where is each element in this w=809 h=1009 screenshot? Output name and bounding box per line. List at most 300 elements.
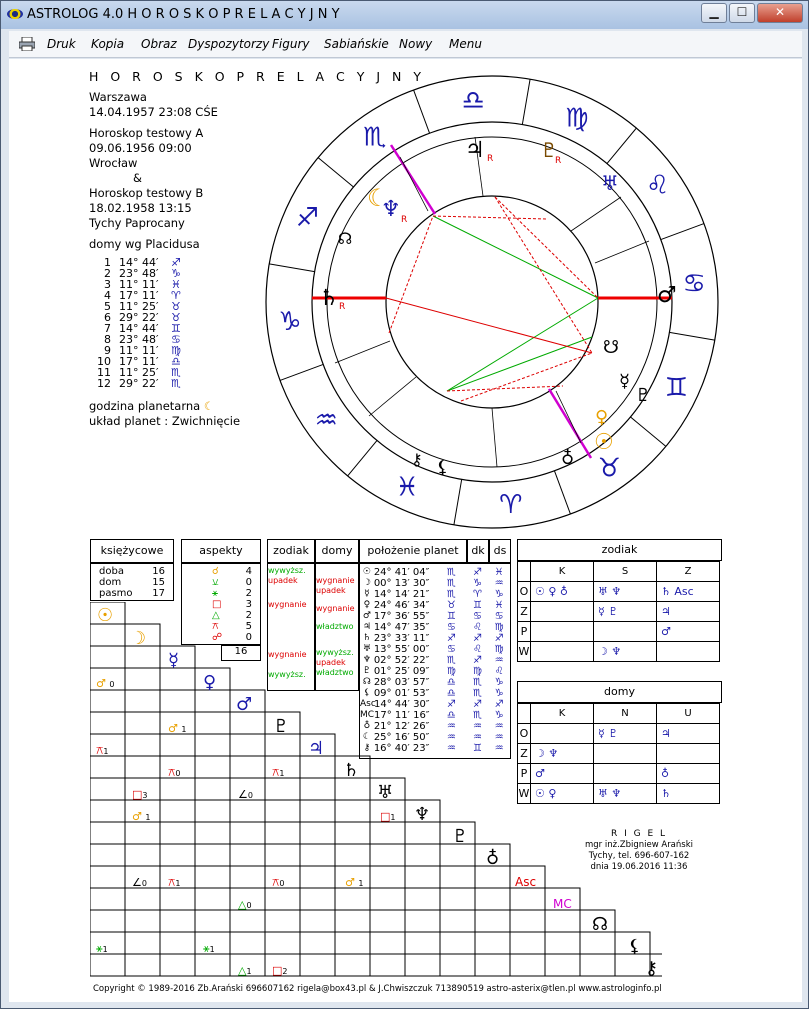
aspect-grid-cell: [125, 668, 160, 690]
dk-header: [467, 539, 489, 563]
aspect-grid-cell: [230, 910, 265, 932]
planet-symbol: ♃: [362, 622, 371, 632]
semisquare-mark: ∠0: [132, 876, 147, 889]
planet-dk: ♐: [472, 567, 482, 578]
uranus-icon: ♅: [377, 782, 394, 803]
zodiac-sign-icon: ♐: [295, 203, 320, 234]
aspect-grid-cell: [510, 932, 545, 954]
aspects-box-header: [181, 539, 261, 563]
aspect-grid-cell: [125, 888, 160, 910]
datetime: 14.04.1957 23:08 CŚE: [89, 105, 218, 119]
node-icon: ☊: [338, 229, 353, 248]
aspect-grid-cell: [230, 932, 265, 954]
house-number: 5: [104, 300, 111, 313]
moon-box-header: [90, 539, 174, 563]
house-degree: 11° 11′: [119, 278, 159, 291]
planet-ds: ♑: [494, 688, 504, 699]
moon-label: pasmo: [99, 588, 133, 599]
menu-item-druk[interactable]: Druk: [47, 37, 76, 51]
aspect-grid-cell: [335, 800, 370, 822]
zodiak-table-header: [517, 539, 722, 561]
aspect-grid-cell: [195, 954, 230, 976]
pluto-icon: ♇: [635, 385, 652, 406]
planet-position: 13° 55′ 00″: [373, 644, 430, 655]
conjunction-mark: ♂ 1: [168, 722, 187, 735]
table-cell: [657, 744, 720, 764]
domy-table-title: domy: [604, 685, 635, 698]
planet-dk: ♊: [472, 600, 482, 611]
planet-position: 24° 41′ 04″: [373, 567, 430, 578]
aspect-grid-cell: [405, 844, 440, 866]
horoscope-b-date: 18.02.1958 13:15: [89, 201, 192, 215]
menu-item-dyspozytorzy[interactable]: Dyspozytorzy: [188, 37, 270, 51]
aspect-symbol: □: [212, 599, 222, 610]
sextile-mark: ⚹1: [96, 942, 108, 955]
aspect-grid-cell: [230, 800, 265, 822]
retrograde-mark: R: [401, 215, 408, 225]
planet-position: 24° 46′ 34″: [373, 600, 430, 611]
aspect-grid-cell: [90, 778, 125, 800]
ds-title: ds: [493, 544, 507, 557]
planet-dk: ♒: [472, 721, 482, 732]
planet-sign: ♒: [446, 732, 456, 743]
house-number: 9: [104, 344, 111, 357]
planet-position: 17° 11′ 16″: [374, 710, 430, 721]
house-degree: 23° 48′: [119, 267, 159, 280]
table-cell: ☿ ♇: [594, 602, 657, 622]
aspect-grid-cell: [580, 954, 615, 976]
aspect-grid-cell: [405, 888, 440, 910]
house-sign: ♑: [171, 267, 181, 280]
mercury-icon: ☿: [168, 650, 180, 671]
table-cell: ☽ ♆: [531, 744, 594, 764]
sun-icon: ☉: [594, 430, 614, 455]
house-degree: 11° 25′: [119, 366, 159, 379]
house-number: 6: [104, 311, 111, 324]
table-header-cell: U: [657, 704, 720, 724]
aspect-grid-cell: [90, 690, 125, 712]
horoscope-b-name: Horoskop testowy B: [89, 186, 204, 200]
aspect-grid-cell: [510, 888, 545, 910]
retrograde-mark: R: [339, 302, 346, 312]
aspect-grid-cell: [160, 800, 195, 822]
maximize-button[interactable]: ☐: [729, 3, 755, 23]
planet-symbol: ☾: [362, 732, 371, 742]
house-number: 8: [104, 333, 111, 346]
aspect-grid-cell: [335, 844, 370, 866]
aspect-grid-cell: [160, 910, 195, 932]
table-cell: ☉ ♀: [531, 784, 594, 804]
planet-ds: ♐: [494, 633, 504, 644]
planet-dk: ♍: [472, 666, 482, 677]
aspect-count: 5: [245, 621, 252, 632]
aspect-grid-cell: [335, 932, 370, 954]
aspect-grid-cell: [90, 844, 125, 866]
planet-ds: ♑: [494, 677, 504, 688]
house-sign: ♈: [171, 289, 181, 302]
table-cell: W: [518, 784, 531, 804]
table-cell: ♅ ♆: [594, 784, 657, 804]
aspect-grid-cell: [230, 844, 265, 866]
domy-item: władztwo: [316, 668, 354, 677]
menu-bar: [9, 31, 802, 58]
lilith-icon: ⚸: [628, 936, 642, 957]
planet-dk: ♌: [472, 644, 482, 655]
planet-sign: ♎: [446, 688, 456, 699]
positions-header: [359, 539, 467, 563]
close-button[interactable]: ✕: [757, 3, 803, 23]
aspect-grid-cell: [230, 756, 265, 778]
aspect-grid-cell: [300, 932, 335, 954]
aspect-grid-cell: [300, 954, 335, 976]
aspect-grid-cell: [265, 888, 300, 910]
planet-dk: ♊: [472, 743, 482, 754]
table-header-cell: K: [531, 562, 594, 582]
menu-item-nowy[interactable]: Nowy: [399, 37, 433, 51]
planet-position: 14° 14′ 21″: [373, 589, 430, 600]
aspect-count: 3: [245, 599, 252, 610]
planet-dk: ♈: [472, 589, 482, 600]
table-cell: O: [518, 724, 531, 744]
table-cell: ☿ ♇: [594, 724, 657, 744]
moon-row: [91, 577, 173, 588]
rigel-author: mgr inż.Zbigniew Arański: [584, 840, 693, 850]
moon-box: [90, 563, 174, 601]
planet-ds: ♋: [494, 611, 504, 622]
copyright: Copyright © 1989-2016 Zb.Arański 696607162 rigela@box43.pl & J.Chwiszczuk 713890519 astro-asterix@tlen.pl www.astrologinfo.pl: [93, 984, 662, 994]
zodiak-item: wygnanie: [268, 600, 307, 609]
aspect-grid-cell: [475, 910, 510, 932]
trine-mark: △1: [238, 964, 252, 977]
planet-dk: ♐: [472, 655, 482, 666]
aspect-grid-cell: [300, 888, 335, 910]
planet-symbol: ♁: [363, 721, 371, 731]
planet-dk: ♏: [472, 677, 482, 688]
mc-label: MC: [553, 897, 572, 911]
planet-dk: ♒: [472, 732, 482, 743]
aspect-grid-cell: [265, 734, 300, 756]
planet-dk: ♋: [472, 611, 482, 622]
house-sign: ♐: [171, 256, 181, 269]
planet-symbol: ♆: [362, 655, 371, 665]
house-sign: ♊: [171, 322, 181, 335]
planet-symbol: Asc: [360, 699, 376, 709]
planet-symbol: ☽: [362, 578, 371, 588]
house-sign: ♉: [171, 311, 181, 324]
aspect-grid-cell: [90, 866, 125, 888]
menu-item-kopia[interactable]: Kopia: [91, 37, 125, 51]
planet-sign: ♍: [446, 666, 456, 677]
positions-title: położenie planet: [367, 544, 459, 557]
house-degree: 14° 44′: [119, 322, 159, 335]
quincunx-mark: ⚻1: [272, 766, 285, 779]
house-sign: ♍: [171, 344, 181, 357]
planetary-hour-label: godzina planetarna: [89, 399, 201, 413]
domy-item: wywyższ.: [316, 648, 354, 657]
mercury-icon: ☿: [619, 371, 631, 392]
domy-title: domy: [321, 544, 353, 557]
aspect-grid-cell: [440, 932, 475, 954]
jupiter-icon: ♃: [465, 138, 485, 163]
table-cell: ♁: [657, 764, 720, 784]
horoscope-a-name: Horoskop testowy A: [89, 126, 204, 140]
aspect-grid-cell: [545, 910, 580, 932]
rigel-contact: Tychy, tel. 696-607-162: [588, 851, 690, 861]
planet-dk: ♐: [472, 633, 482, 644]
aspect-grid-cell: [230, 822, 265, 844]
quincunx-mark: ⚻0: [168, 766, 181, 779]
house-sign: ♋: [171, 333, 181, 346]
zodiac-sign-icon: ♊: [664, 372, 689, 403]
title-bar[interactable]: [1, 1, 808, 29]
chiron-icon: ⚷: [644, 958, 658, 979]
table-cell: ♃: [657, 602, 720, 622]
aspect-grid-cell: [300, 822, 335, 844]
planet-sign: ♏: [446, 567, 456, 578]
domy-item: wygnanie: [316, 576, 355, 585]
retrograde-mark: R: [555, 156, 562, 166]
conjunction-mark: ♂ 1: [345, 876, 364, 889]
domy-item: wygnanie: [316, 604, 355, 613]
menu-item-figury[interactable]: Figury: [272, 37, 310, 51]
ds-header: [489, 539, 511, 563]
house-degree: 14° 44′: [119, 256, 159, 269]
aspect-grid-cell: [195, 866, 230, 888]
aspect-grid-cell: [90, 646, 125, 668]
table-cell: O: [518, 582, 531, 602]
planet-symbol: ♂: [362, 611, 371, 621]
aspect-grid-cell: [195, 800, 230, 822]
planet-sign: ♎: [446, 677, 456, 688]
zodiac-sign-icon: ♒: [314, 405, 338, 436]
aspect-grid-cell: [90, 800, 125, 822]
aspect-grid-cell: [195, 734, 230, 756]
planet-sign: ♎: [446, 710, 456, 721]
aspect-grid-cell: [160, 734, 195, 756]
planet-position: 28° 03′ 57″: [373, 677, 430, 688]
planet-sign: ♋: [446, 644, 456, 655]
aspect-grid-cell: [230, 712, 265, 734]
table-cell: ♅ ♆: [594, 582, 657, 602]
planet-position-row: [360, 578, 510, 589]
aspect-grid-cell: [405, 822, 440, 844]
square-mark: □2: [272, 964, 288, 977]
domy-header: [315, 539, 359, 563]
aspect-grid-cell: [370, 888, 405, 910]
aspect-grid-cell: [90, 822, 125, 844]
dk-title: dk: [471, 544, 485, 557]
planet-position: 17° 36′ 55″: [373, 611, 430, 622]
aspect-grid-cell: [90, 910, 125, 932]
aspect-grid-cell: [440, 910, 475, 932]
aspect-grid-cell: [195, 690, 230, 712]
aspect-count: 0: [245, 632, 252, 643]
aspect-grid-cell: [160, 844, 195, 866]
window-title: ASTROLOG 4.0 H O R O S K O P R E L A C Y J N Y: [27, 7, 340, 22]
house-degree: 11° 11′: [119, 344, 159, 357]
zodiac-sign-icon: ♉: [597, 453, 621, 484]
planet-position: 14° 47′ 35″: [373, 622, 430, 633]
aspect-symbol: △: [212, 610, 220, 621]
planet-symbol: ♄: [362, 633, 371, 643]
aspect-grid-cell: [475, 888, 510, 910]
aspect-grid-cell: [405, 954, 440, 976]
menu-item-obraz[interactable]: Obraz: [141, 37, 177, 51]
aspect-grid-cell: [125, 646, 160, 668]
zodiac-sign-icon: ♎: [461, 85, 485, 116]
house-sign: ♏: [171, 377, 181, 390]
horoscope-a-date: 09.06.1956 09:00: [89, 141, 192, 155]
table-cell: ♂: [531, 764, 594, 784]
rigel-date: dnia 19.06.2016 11:36: [590, 862, 688, 872]
aspect-grid-cell: [440, 844, 475, 866]
aspect-grid-cell: [125, 690, 160, 712]
aspect-grid-cell: [370, 910, 405, 932]
table-header-cell: N: [594, 704, 657, 724]
aspect-grid-cell: [90, 954, 125, 976]
house-number: 1: [104, 256, 111, 269]
house-sign: ♏: [171, 366, 181, 379]
planet-dk: ♏: [472, 688, 482, 699]
saturn-icon: ♄: [319, 286, 339, 311]
house-degree: 29° 22′: [119, 311, 159, 324]
asc-label: Asc: [515, 875, 537, 889]
aspect-grid-cell: [195, 844, 230, 866]
planet-dk: ♑: [472, 578, 482, 589]
domy-item: upadek: [316, 658, 346, 667]
house-degree: 17° 11′: [119, 355, 159, 368]
planet-symbol: ⚸: [363, 688, 371, 698]
conjunction-mark: ♂ 1: [132, 810, 151, 823]
moon-label: dom: [99, 577, 122, 588]
aspect-grid-cell: [160, 888, 195, 910]
aspect-grid-cell: [230, 866, 265, 888]
planet-position: 01° 25′ 09″: [373, 666, 430, 677]
planet-sign: ♐: [446, 699, 456, 710]
aspect-grid-planets: [97, 605, 658, 979]
venus-icon: ♀: [595, 407, 609, 428]
house-sign: ♉: [171, 300, 181, 313]
moon-icon: ☾: [367, 184, 389, 212]
planet-ds: ♍: [494, 622, 504, 633]
conjunction-mark: ♂ 0: [96, 677, 115, 690]
planet-ds: ♌: [494, 666, 504, 677]
chart-content: [9, 59, 802, 1002]
sextile-mark: ⚹1: [203, 942, 215, 955]
house-number: 12: [97, 377, 111, 390]
node-icon: ☊: [592, 914, 608, 935]
aspect-grid-cell: [195, 822, 230, 844]
aspect-grid-cell: [125, 932, 160, 954]
table-cell: ♃: [657, 724, 720, 744]
aspect-grid-cell: [265, 778, 300, 800]
aspect-grid-cell: [125, 822, 160, 844]
aspects-title: aspekty: [199, 544, 243, 557]
aspect-grid-cell: [370, 932, 405, 954]
aspect-grid-cell: [265, 822, 300, 844]
aspect-grid-cell: [125, 910, 160, 932]
zodiac-sign-icon: ♏: [363, 122, 387, 153]
planet-pattern: układ planet : Zwichnięcie: [89, 414, 241, 428]
planet-position-row: [360, 567, 510, 578]
house-number: 7: [104, 322, 111, 335]
aspect-grid-cell: [90, 624, 125, 646]
zodiak-item: wygnanie: [268, 650, 307, 659]
table-cell: P: [518, 764, 531, 784]
semisquare-mark: ∠0: [238, 788, 253, 801]
house-number: 2: [104, 267, 111, 280]
planet-sign: ♊: [446, 611, 456, 622]
zodiac-sign-icon: ♌: [646, 170, 670, 201]
minimize-button[interactable]: ▁: [701, 3, 727, 23]
planet-sign: ♒: [446, 721, 456, 732]
aspect-grid-cell: [125, 954, 160, 976]
planet-dk: ♏: [472, 710, 482, 721]
house-number: 11: [97, 366, 111, 379]
zodiak-item: wywyższ.: [268, 670, 306, 679]
aspect-grid-cell: [265, 910, 300, 932]
aspect-grid-cell: [510, 954, 545, 976]
chiron-icon: ⚷: [411, 450, 423, 469]
aspect-grid-cell: [125, 844, 160, 866]
aspect-grid-cell: [405, 932, 440, 954]
saturn-icon: ♄: [343, 760, 360, 781]
aspect-grid-cell: [510, 910, 545, 932]
aspect-grid-cell: [265, 932, 300, 954]
aspect-grid-cell: [580, 932, 615, 954]
moon-box-title: księżycowe: [100, 544, 164, 557]
pluto-icon: ♇: [273, 716, 290, 737]
planet-sign: ♋: [446, 622, 456, 633]
planet-position: 14° 44′ 30″: [374, 699, 430, 710]
moon-label: doba: [99, 566, 124, 577]
table-cell: ☉ ♀ ♁: [531, 582, 594, 602]
aspect-count-row: [182, 588, 260, 599]
jupiter-icon: ♃: [308, 738, 325, 759]
aspect-grid-cell: [90, 712, 125, 734]
printer-icon[interactable]: [19, 37, 35, 51]
aspect-grid-cell: [335, 822, 370, 844]
aspect-grid-cell: [125, 756, 160, 778]
aspect-grid-cell: [405, 910, 440, 932]
earth-icon: ♁: [561, 448, 575, 469]
aspect-grid-cell: [160, 690, 195, 712]
horoscope-wheel: [261, 71, 723, 533]
planet-position: 09° 01′ 53″: [373, 688, 430, 699]
zodiak-item: upadek: [268, 576, 298, 585]
aspect-grid-cell: [370, 844, 405, 866]
zodiac-sign-icon: ♈: [499, 490, 523, 521]
planet-position: 02° 52′ 22″: [373, 655, 430, 666]
retrograde-mark: R: [487, 154, 494, 164]
planet-ds: ♒: [494, 743, 504, 754]
planet-symbol: ☉: [362, 567, 371, 577]
earth-icon: ♁: [486, 848, 500, 869]
menu-item-menu[interactable]: Menu: [449, 37, 482, 51]
domy-item: władztwo: [316, 622, 354, 631]
menu-item-sabianskie[interactable]: Sabiańskie: [324, 37, 389, 51]
aspect-grid-cell: [370, 954, 405, 976]
table-cell: ☽ ♆: [594, 642, 657, 662]
trine-mark: △0: [238, 898, 252, 911]
aspect-grid-cell: [160, 954, 195, 976]
table-row: [518, 582, 720, 602]
aspect-count: 2: [245, 610, 252, 621]
aspect-grid-cell: [90, 888, 125, 910]
table-cell: ♄ Asc: [657, 582, 720, 602]
aspect-grid-cell: [300, 756, 335, 778]
planet-ds: ♒: [494, 655, 504, 666]
